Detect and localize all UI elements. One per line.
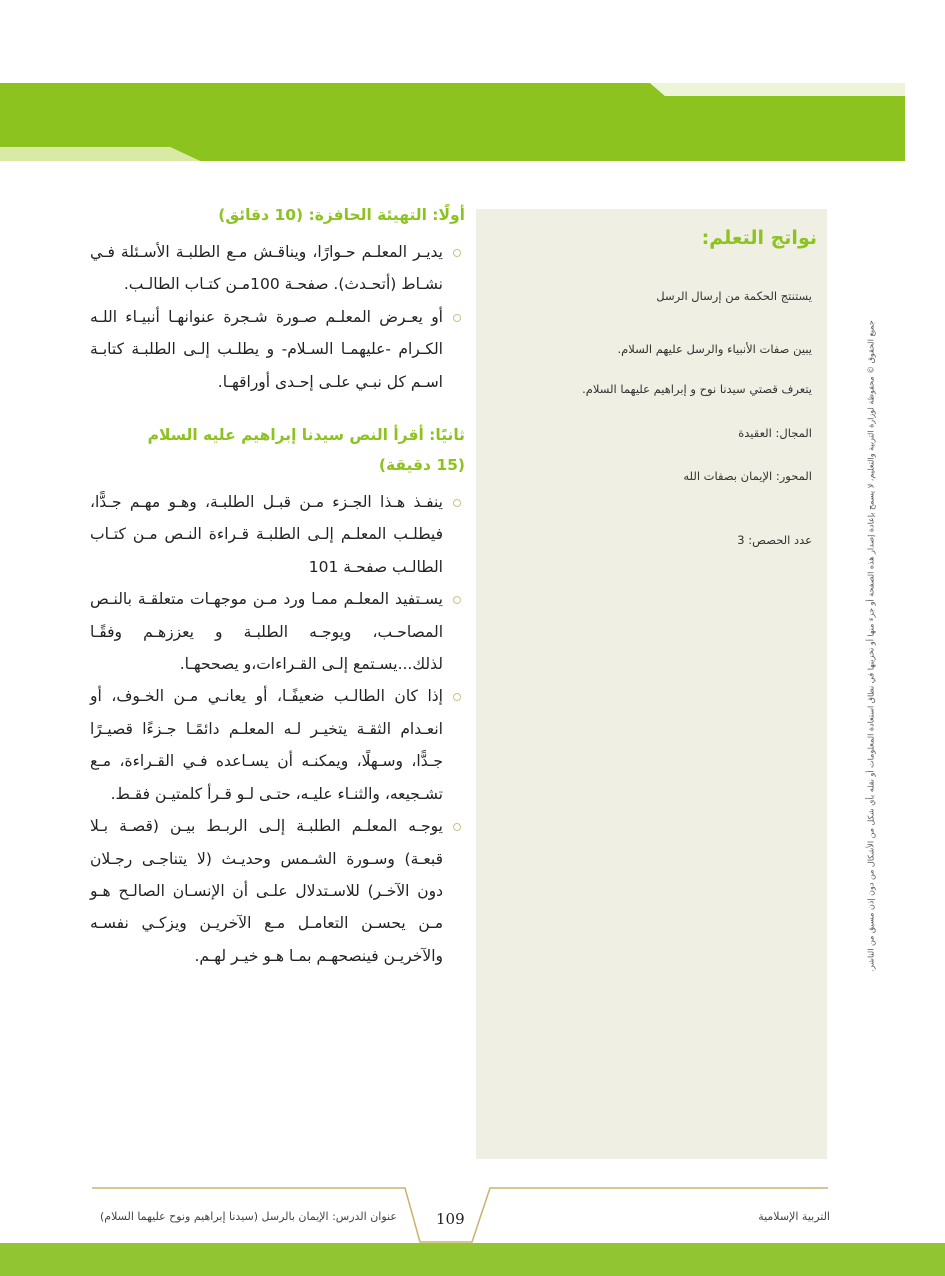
learning-outcomes-panel	[476, 209, 827, 1159]
list-item: ينفـذ هـذا الجـزء مـن قبـل الطلبـة، وهـو مهـم جـدًّا، فيطلـب المعلـم إلـى الطلبـة قـراءة النـص مـن كتـاب الطالـب صفحـة 101	[90, 486, 465, 583]
outcome-3: يتعرف قصتي سيدنا نوح و إبراهيم عليهما السلام.	[582, 382, 812, 396]
section1-list	[90, 236, 465, 398]
subject-name: التربية الإسلامية	[758, 1210, 830, 1223]
sessions-count: عدد الحصص: 3	[737, 533, 812, 547]
footer-band	[0, 1243, 945, 1276]
domain-label: المجال: العقيدة	[738, 426, 812, 440]
list-item: يسـتفيد المعلـم ممـا ورد مـن موجهـات متعلقـة بالنـص المصاحـب، ويوجـه الطلبـة و يعززهـم وفقًـا لذلك...يسـتمع إلـى القـراءات،و يصححهـا.	[90, 583, 465, 680]
list-item: إذا كان الطالـب ضعيفًـا، أو يعانـي مـن الخـوف، أو انعـدام الثقـة يتخيـر لـه المعلـم دائمًـا جـزءًا قصيـرًا جـدًّا، وسـهلًا، ويمكنـه أن يسـاعده فـي القـراءة، مـع تشـجيعه، والثنـاء عليـه، حتـى لـو قـرأ كلمتيـن فقـط.	[90, 680, 465, 810]
lesson-content	[90, 200, 465, 972]
copyright-text: جميع الحقوق © محفوظة لوزارة التربية والتعليم، لا يسمح بإعادة إصدار هذه الصفحة أو جزء منها أو تخزينها في نطاق استعادة المعلومات أو نقله بأي شكل من الأشكال من دون إذن مسبق من الناشر.	[866, 320, 876, 972]
section2-heading: ثانيًا: أقرأ النص سيدنا إبراهيم عليه السلام	[147, 426, 465, 445]
section1-heading: أولًا: التهيئة الحافزة: (10 دقائق)	[218, 206, 465, 224]
list-item: أو يعـرض المعلـم صـورة شـجرة عنوانهـا أنبيـاء اللـه الكـرام -عليهمـا السـلام- و يطلـب إلـى الطلبـة كتابـة اسـم كل نبـي علـى إحـدى أوراقهـا.	[90, 301, 465, 398]
section2-time: (15 دقيقة)	[378, 456, 465, 475]
section2-list	[90, 486, 465, 972]
header-banner	[0, 83, 905, 161]
lesson-title-footer: عنوان الدرس: الإيمان بالرسل (سيدنا إبراهيم ونوح عليهما السلام)	[100, 1210, 397, 1223]
axis-label: المحور: الإيمان بصفات الله	[683, 469, 812, 483]
outcome-2: يبين صفات الأنبياء والرسل عليهم السلام.	[617, 342, 812, 356]
list-item: يوجـه المعلـم الطلبـة إلـى الربـط بيـن (قصـة بـلا قبعـة) وسـورة الشـمس وحديـث (لا يتناجـى رجـلان دون الآخـر) للاسـتدلال علـى أن الإنسـان الصالـح هـو مـن يحسـن التعامـل مـع الآخريـن ويزكـي نفسـه والآخريـن فينصحهـم بمـا هـو خيـر لهـم.	[90, 810, 465, 972]
learning-outcomes-title: نواتج التعلم:	[701, 227, 817, 249]
page-number: 109	[436, 1210, 465, 1228]
copyright-notice	[864, 296, 878, 996]
outcome-1: يستنتج الحكمة من إرسال الرسل	[656, 289, 812, 303]
list-item: يديـر المعلـم حـوارًا، ويناقـش مـع الطلبـة الأسـئلة فـي نشـاط (أتحـدث). صفحـة 100مـن كتـاب الطالـب.	[90, 236, 465, 301]
